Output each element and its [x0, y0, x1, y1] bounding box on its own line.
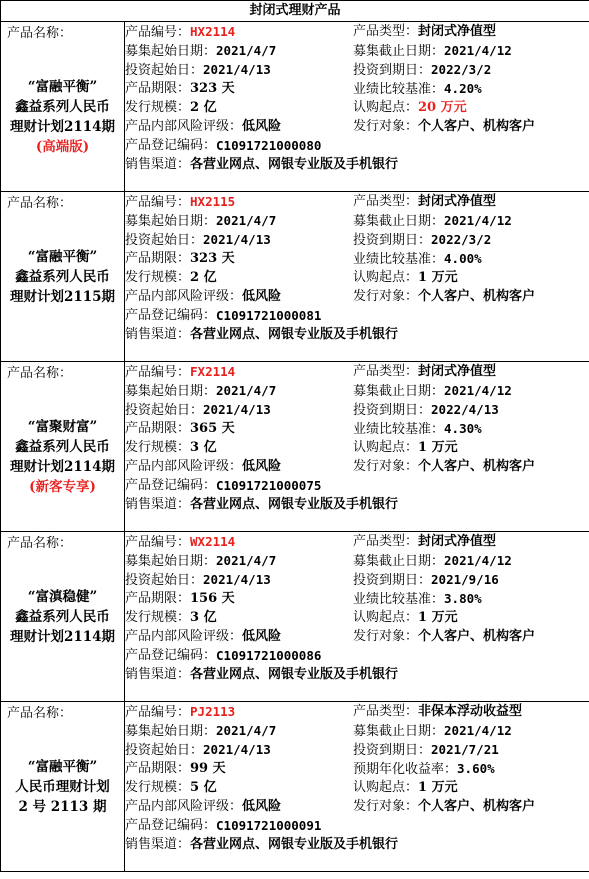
target-clients: 个人客户、机构客户 [418, 119, 536, 134]
raise-start: 2021/4/7 [216, 43, 277, 58]
issue-size: 2 亿 [190, 100, 217, 115]
min-purchase: 20 万元 [418, 100, 467, 115]
risk-rating: 低风险 [242, 629, 282, 644]
min-purchase: 1 万元 [418, 610, 458, 625]
name-label: 产品名称： [7, 366, 73, 381]
invest-start: 2021/4/13 [203, 232, 271, 247]
term: 365 天 [190, 421, 235, 436]
name-label: 产品名称： [7, 536, 73, 551]
term: 323 天 [190, 81, 235, 96]
risk-rating: 低风险 [242, 119, 282, 134]
product-name-cell [1, 532, 125, 702]
min-purchase: 1 万元 [418, 440, 458, 455]
sales-channel: 各营业网点、网银专业版及手机银行 [190, 667, 399, 682]
registration-code: C1091721000075 [216, 478, 322, 493]
product-type: 封闭式净值型 [418, 534, 497, 549]
product-details: 产品编号：WX2114 产品类型：封闭式净值型 募集起始日期：2021/4/7 募集截止日期：2021/4/12 投资起始日：2021/4/13 投资到期日：2021/9/16 产品期限：156 天 业绩比较基准：3.80% 发行规模：3 亿 认购起点：1 万元 产品内部风险评级：低风险 发行对象：个人客户、机构客户 产品登记编码： C1091721000086 销售渠道： 各营业网点、网银专业版及手机银行 [125, 532, 589, 702]
product-details: 产品编号：PJ2113 产品类型：非保本浮动收益型 募集起始日期：2021/4/7 募集截止日期：2021/4/12 投资起始日：2021/4/13 投资到期日：2021/7/21 产品期限：99 天 预期年化收益率：3.60% 发行规模：5 亿 认购起点：1 万元 产品内部风险评级：低风险 发行对象：个人客户、机构客户 产品登记编码： C1091721000091 销售渠道： 各营业网点、网银专业版及手机银行 [125, 702, 589, 872]
benchmark: 4.20% [444, 81, 482, 96]
product-code: PJ2113 [190, 704, 236, 719]
target-clients: 个人客户、机构客户 [418, 629, 536, 644]
raise-end: 2021/4/12 [444, 553, 512, 568]
raise-end: 2021/4/12 [444, 723, 512, 738]
invest-start: 2021/4/13 [203, 572, 271, 587]
term: 156 天 [190, 591, 235, 606]
product-type: 封闭式净值型 [418, 364, 497, 379]
product-name: “富融平衡” 鑫益系列人民币 理财计划2115期 [9, 249, 116, 305]
target-clients: 个人客户、机构客户 [418, 799, 536, 814]
registration-code: C1091721000081 [216, 308, 322, 323]
product-code: WX2114 [190, 534, 236, 549]
term: 323 天 [190, 251, 235, 266]
issue-size: 5 亿 [190, 780, 217, 795]
product-name-cell [1, 702, 125, 872]
min-purchase: 1 万元 [418, 780, 458, 795]
table-row [1, 362, 589, 532]
raise-end: 2021/4/12 [444, 213, 512, 228]
raise-start: 2021/4/7 [216, 213, 277, 228]
product-tag: (新客专享) [29, 479, 96, 495]
sales-channel: 各营业网点、网银专业版及手机银行 [190, 497, 399, 512]
raise-start: 2021/4/7 [216, 553, 277, 568]
target-clients: 个人客户、机构客户 [418, 459, 536, 474]
product-type: 封闭式净值型 [418, 194, 497, 209]
invest-end: 2022/3/2 [431, 232, 492, 247]
invest-end: 2022/4/13 [431, 402, 499, 417]
benchmark: 3.60% [457, 761, 495, 776]
invest-start: 2021/4/13 [203, 62, 271, 77]
issue-size: 3 亿 [190, 610, 217, 625]
product-name-cell [1, 362, 125, 532]
sales-channel: 各营业网点、网银专业版及手机银行 [190, 327, 399, 342]
invest-end: 2022/3/2 [431, 62, 492, 77]
table-title: 封闭式理财产品 [1, 1, 589, 22]
benchmark: 4.00% [444, 251, 482, 266]
name-label: 产品名称： [7, 196, 73, 211]
table-row [1, 22, 589, 192]
issue-size: 2 亿 [190, 270, 217, 285]
risk-rating: 低风险 [242, 289, 282, 304]
title-row [1, 1, 589, 22]
product-details: 产品编号：FX2114 产品类型：封闭式净值型 募集起始日期：2021/4/7 募集截止日期：2021/4/12 投资起始日：2021/4/13 投资到期日：2022/4/13 产品期限：365 天 业绩比较基准：4.30% 发行规模：3 亿 认购起点：1 万元 产品内部风险评级：低风险 发行对象：个人客户、机构客户 产品登记编码： C1091721000075 销售渠道： 各营业网点、网银专业版及手机银行 [125, 362, 589, 532]
product-name-cell [1, 192, 125, 362]
risk-rating: 低风险 [242, 459, 282, 474]
product-name: “富聚财富” 鑫益系列人民币 理财计划2114期 (新客专享) [1, 417, 124, 497]
product-name: “富融平衡” 鑫益系列人民币 理财计划2114期 (高端版) [1, 77, 124, 157]
invest-end: 2021/9/16 [431, 572, 499, 587]
table-row [1, 702, 589, 872]
benchmark: 3.80% [444, 591, 482, 606]
sales-channel: 各营业网点、网银专业版及手机银行 [190, 837, 399, 852]
product-tag: (高端版) [35, 139, 90, 155]
product-code: HX2115 [190, 194, 236, 209]
product-code: HX2114 [190, 24, 236, 39]
name-label: 产品名称： [7, 706, 73, 721]
product-type: 非保本浮动收益型 [418, 704, 523, 719]
name-label: 产品名称： [7, 26, 73, 41]
raise-start: 2021/4/7 [216, 383, 277, 398]
raise-end: 2021/4/12 [444, 43, 512, 58]
table-row [1, 532, 589, 702]
product-name: “富滇稳健” 鑫益系列人民币 理财计划2114期 [9, 589, 116, 645]
invest-start: 2021/4/13 [203, 402, 271, 417]
product-details: 产品编号：HX2115 产品类型：封闭式净值型 募集起始日期：2021/4/7 募集截止日期：2021/4/12 投资起始日：2021/4/13 投资到期日：2022/3/2 产品期限：323 天 业绩比较基准：4.00% 发行规模：2 亿 认购起点：1 万元 产品内部风险评级：低风险 发行对象：个人客户、机构客户 产品登记编码： C1091721000081 销售渠道： 各营业网点、网银专业版及手机银行 [125, 192, 589, 362]
invest-start: 2021/4/13 [203, 742, 271, 757]
product-name: “富融平衡” 人民币理财计划 2 号 2113 期 [15, 759, 110, 815]
raise-end: 2021/4/12 [444, 383, 512, 398]
registration-code: C1091721000086 [216, 648, 322, 663]
raise-start: 2021/4/7 [216, 723, 277, 738]
min-purchase: 1 万元 [418, 270, 458, 285]
table-row [1, 192, 589, 362]
target-clients: 个人客户、机构客户 [418, 289, 536, 304]
benchmark: 4.30% [444, 421, 482, 436]
product-details: 产品编号：HX2114 产品类型：封闭式净值型 募集起始日期：2021/4/7 募集截止日期：2021/4/12 投资起始日：2021/4/13 投资到期日：2022/3/2 产品期限：323 天 业绩比较基准：4.20% 发行规模：2 亿 认购起点：20 万元 产品内部风险评级：低风险 发行对象：个人客户、机构客户 产品登记编码： C1091721000080 销售渠道： 各营业网点、网银专业版及手机银行 [125, 22, 589, 192]
issue-size: 3 亿 [190, 440, 217, 455]
product-code: FX2114 [190, 364, 236, 379]
sales-channel: 各营业网点、网银专业版及手机银行 [190, 157, 399, 172]
term: 99 天 [190, 761, 226, 776]
registration-code: C1091721000080 [216, 138, 322, 153]
registration-code: C1091721000091 [216, 818, 322, 833]
product-type: 封闭式净值型 [418, 24, 497, 39]
invest-end: 2021/7/21 [431, 742, 499, 757]
risk-rating: 低风险 [242, 799, 282, 814]
product-name-cell [1, 22, 125, 192]
